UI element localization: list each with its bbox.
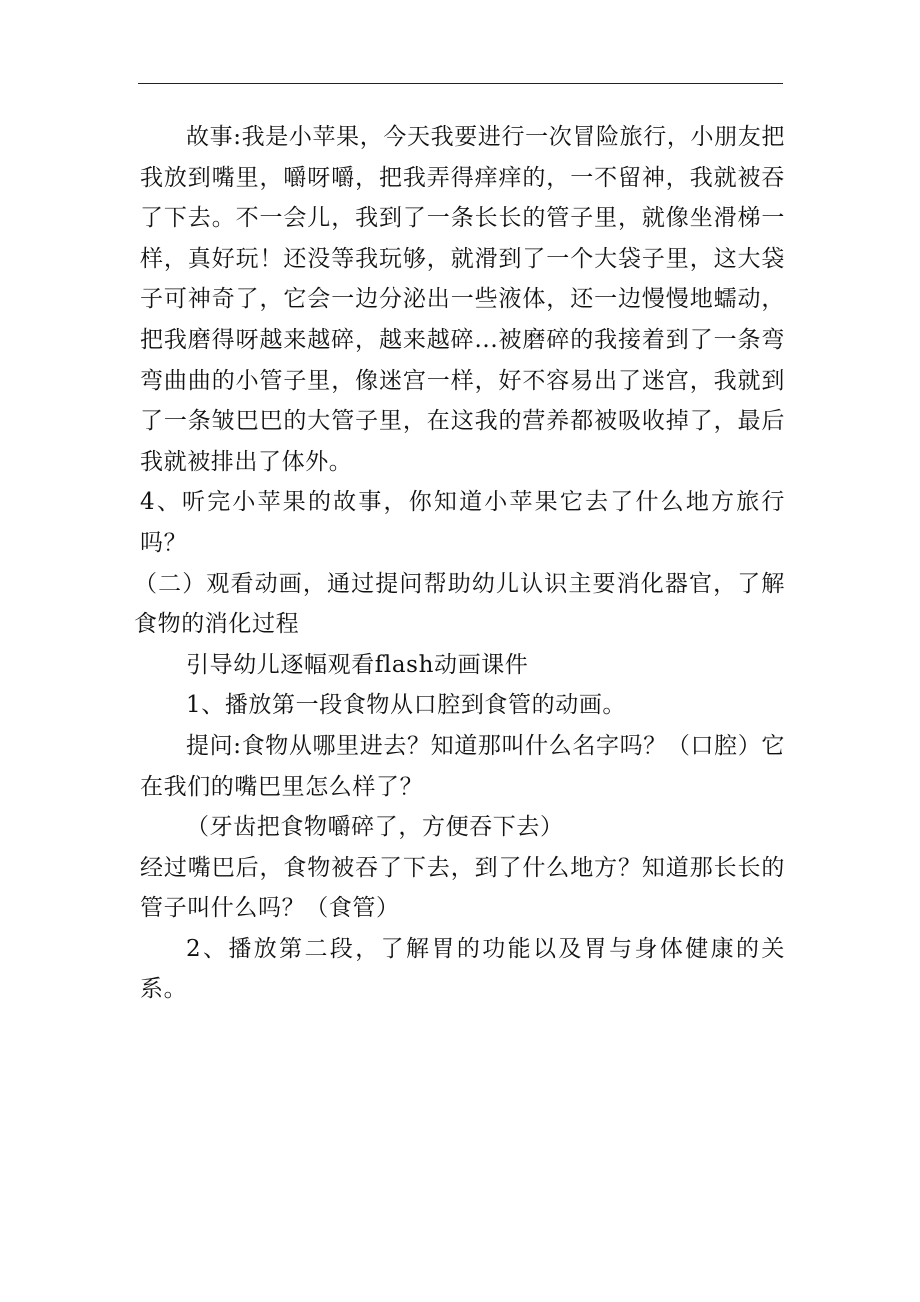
- document-body: [134, 117, 785, 1010]
- step-2-paragraph: 2、播放第二段，了解胃的功能以及胃与身体健康的关系。: [140, 935, 785, 1003]
- answer-paragraph: （牙齿把食物嚼碎了，方便吞下去）: [186, 814, 564, 841]
- guide-paragraph: 引导幼儿逐幅观看flash动画课件: [186, 651, 529, 678]
- story-paragraph: 故事:我是小苹果，今天我要进行一次冒险旅行，小朋友把我放到嘴里，嚼呀嚼，把我弄得痒痒的，一不留神，我就被吞了下去。不一会儿，我到了一条长长的管子里，就像坐滑梯一样，真好玩！还没等我玩够，就滑到了一个大袋子里，这大袋子可神奇了，它会一边分泌出一些液体，还一边慢慢地蠕动，把我磨得呀越来越碎，越来越碎...被磨碎的我接着到了一条弯弯曲曲的小管子里，像迷宫一样，好不容易出了迷宫，我就到了一条皱巴巴的大管子里，在这我的营养都被吸收掉了，最后我就被排出了体外。: [140, 124, 785, 475]
- section-2-heading: （二）观看动画，通过提问帮助幼儿认识主要消化器官，了解食物的消化过程: [134, 570, 785, 638]
- question-paragraph: 提问:食物从哪里进去？知道那叫什么名字吗？（口腔）它在我们的嘴巴里怎么样了？: [140, 732, 785, 800]
- question-4-paragraph: 4、听完小苹果的故事，你知道小苹果它去了什么地方旅行吗？: [140, 489, 785, 556]
- header-rule: [138, 83, 783, 84]
- esophagus-paragraph: 经过嘴巴后，食物被吞了下去，到了什么地方？知道那长长的管子叫什么吗？（食管）: [140, 854, 785, 922]
- step-1-paragraph: 1、播放第一段食物从口腔到食管的动画。: [186, 692, 627, 719]
